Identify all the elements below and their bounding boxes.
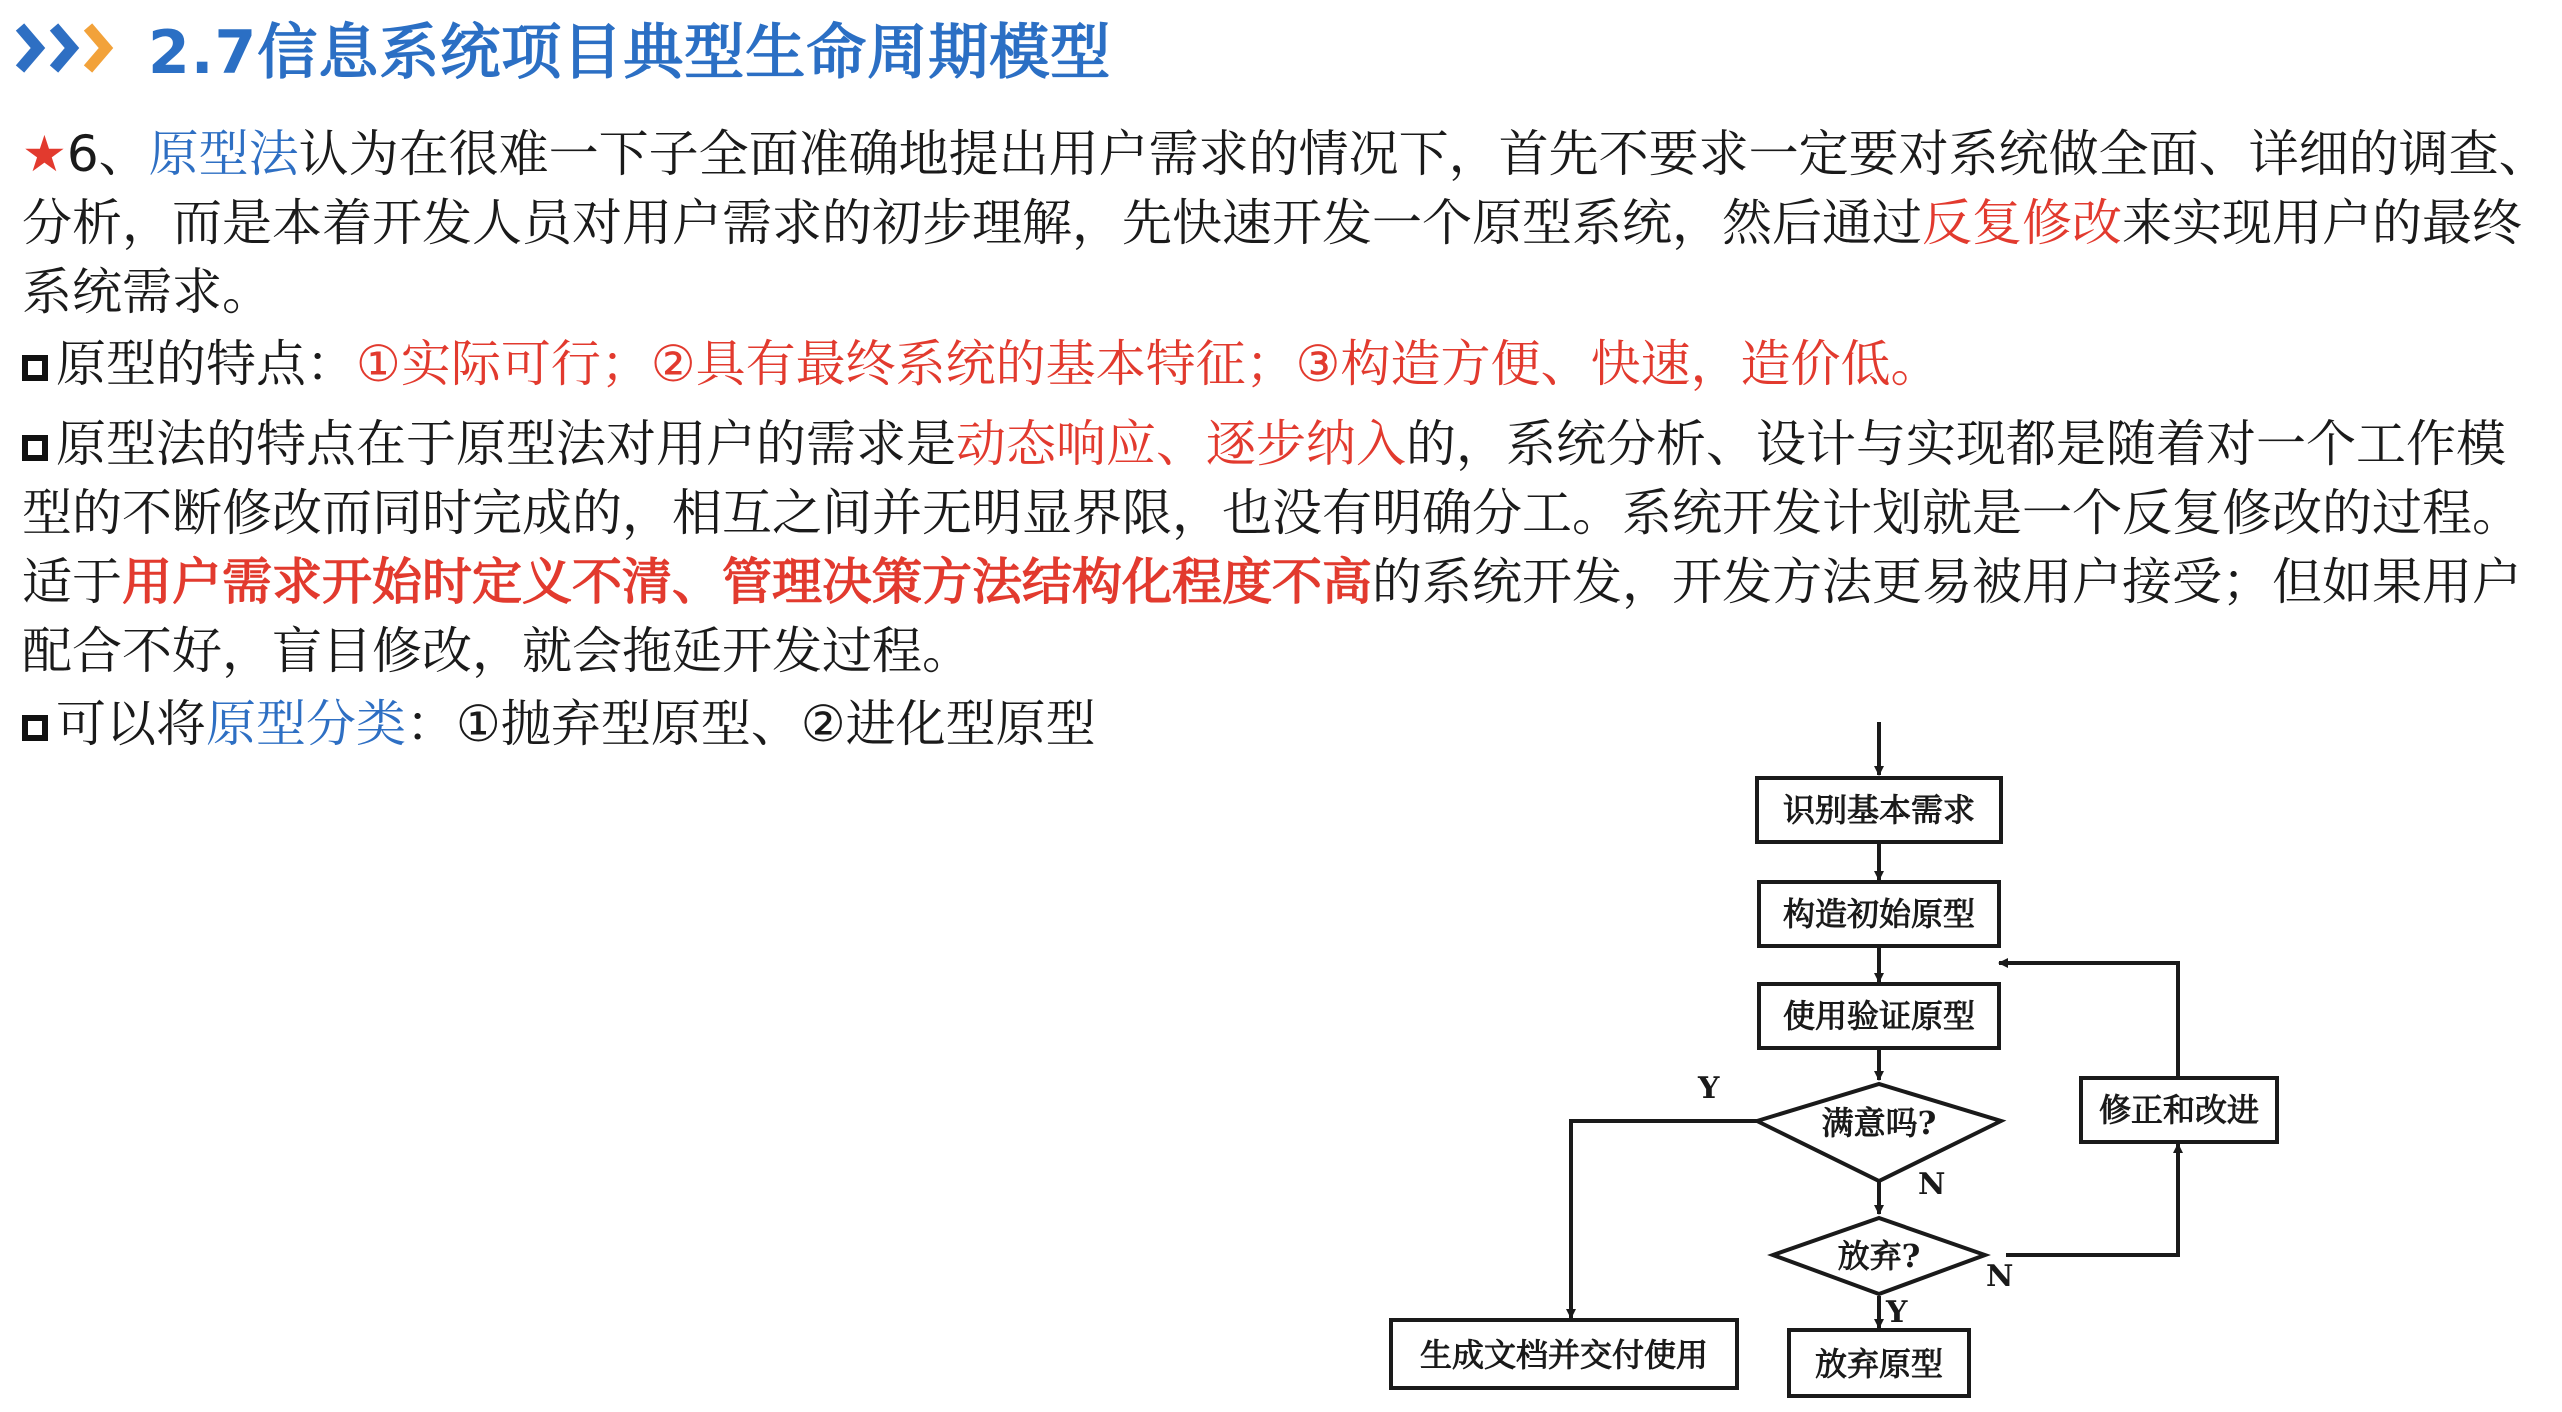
highlight-applicable-conditions: 用户需求开始时定义不清、管理决策方法结构化程度不高 [122, 553, 1372, 611]
hollow-square-bullet-icon [22, 355, 48, 381]
triple-chevron-right-icon [14, 13, 134, 83]
types-text-2: ：①抛弃型原型、②进化型原型 [406, 695, 1096, 753]
svg-text:满意吗?: 满意吗? [1821, 1104, 1937, 1142]
page-title: 2.7信息系统项目典型生命周期模型 [148, 18, 1112, 88]
types-text-1: 可以将 [56, 695, 206, 753]
box-discard-prototype [1789, 1330, 1969, 1396]
hollow-square-bullet-icon [22, 435, 48, 461]
decision-satisfied [1757, 1084, 2001, 1181]
highlight-repeated-revision: 反复修改 [1922, 194, 2122, 252]
box-identify-requirements [1757, 778, 2001, 842]
paragraph-method-features [22, 410, 2552, 686]
item-number: 6、 [66, 125, 149, 183]
label-yes-abandon: Y [1886, 1295, 1908, 1330]
svg-text:使用验证原型: 使用验证原型 [1782, 997, 1976, 1035]
svg-text:放弃原型: 放弃原型 [1814, 1345, 1944, 1383]
box-build-initial-prototype [1759, 882, 1999, 946]
star-icon: ★ [22, 125, 67, 183]
svg-text:生成文档并交付使用: 生成文档并交付使用 [1419, 1336, 1709, 1374]
decision-abandon [1773, 1218, 1985, 1294]
method-text-1: 原型法的特点在于原型法对用户的需求是 [56, 415, 956, 473]
label-no-abandon: N [1986, 1259, 2014, 1294]
svg-text:识别基本需求: 识别基本需求 [1782, 791, 1976, 829]
definition-text-2: 来实现用户的最终系统需求。 [22, 194, 2522, 321]
definition-text-1: 认为在很难一下子全面准确地提出用户需求的情况下，首先不要求一定要对系统做全面、详细的调查、分析，而是本着开发人员对用户需求的初步理解，先快速开发一个原型系统，然后通过 [22, 125, 2549, 252]
hollow-square-bullet-icon [22, 715, 48, 741]
paragraph-prototype-types [22, 690, 2552, 759]
paragraph-prototype-features [22, 330, 2552, 399]
highlight-dynamic-response: 动态响应、逐步纳入 [956, 415, 1406, 473]
highlight-prototype-classification: 原型分类 [206, 695, 406, 753]
svg-text:放弃?: 放弃? [1837, 1237, 1921, 1275]
paragraph-definition [22, 120, 2552, 327]
features-label: 原型的特点： [56, 335, 356, 393]
title-bar [14, 8, 1111, 88]
box-revise-improve [2081, 1078, 2277, 1142]
box-verify-prototype [1759, 984, 1999, 1048]
features-highlight: ①实际可行；②具有最终系统的基本特征；③构造方便、快速，造价低。 [356, 335, 1941, 393]
method-text-2: 的，系统分析、设计与实现都是随着对一个工作模型的不断修改而同时完成的，相互之间并无明显界限，也没有明确分工。系统开发计划就是一个反复修改的过程。适于 [22, 415, 2522, 611]
term-prototyping: 原型法 [148, 125, 299, 183]
box-generate-documents [1391, 1320, 1737, 1388]
label-no-satisfied: N [1918, 1167, 1946, 1202]
svg-text:修正和改进: 修正和改进 [2098, 1091, 2260, 1129]
method-text-3: 的系统开发，开发方法更易被用户接受；但如果用户配合不好，盲目修改，就会拖延开发过程。 [22, 553, 2522, 680]
label-yes-satisfied: Y [1698, 1071, 1720, 1106]
svg-text:构造初始原型: 构造初始原型 [1782, 895, 1976, 933]
